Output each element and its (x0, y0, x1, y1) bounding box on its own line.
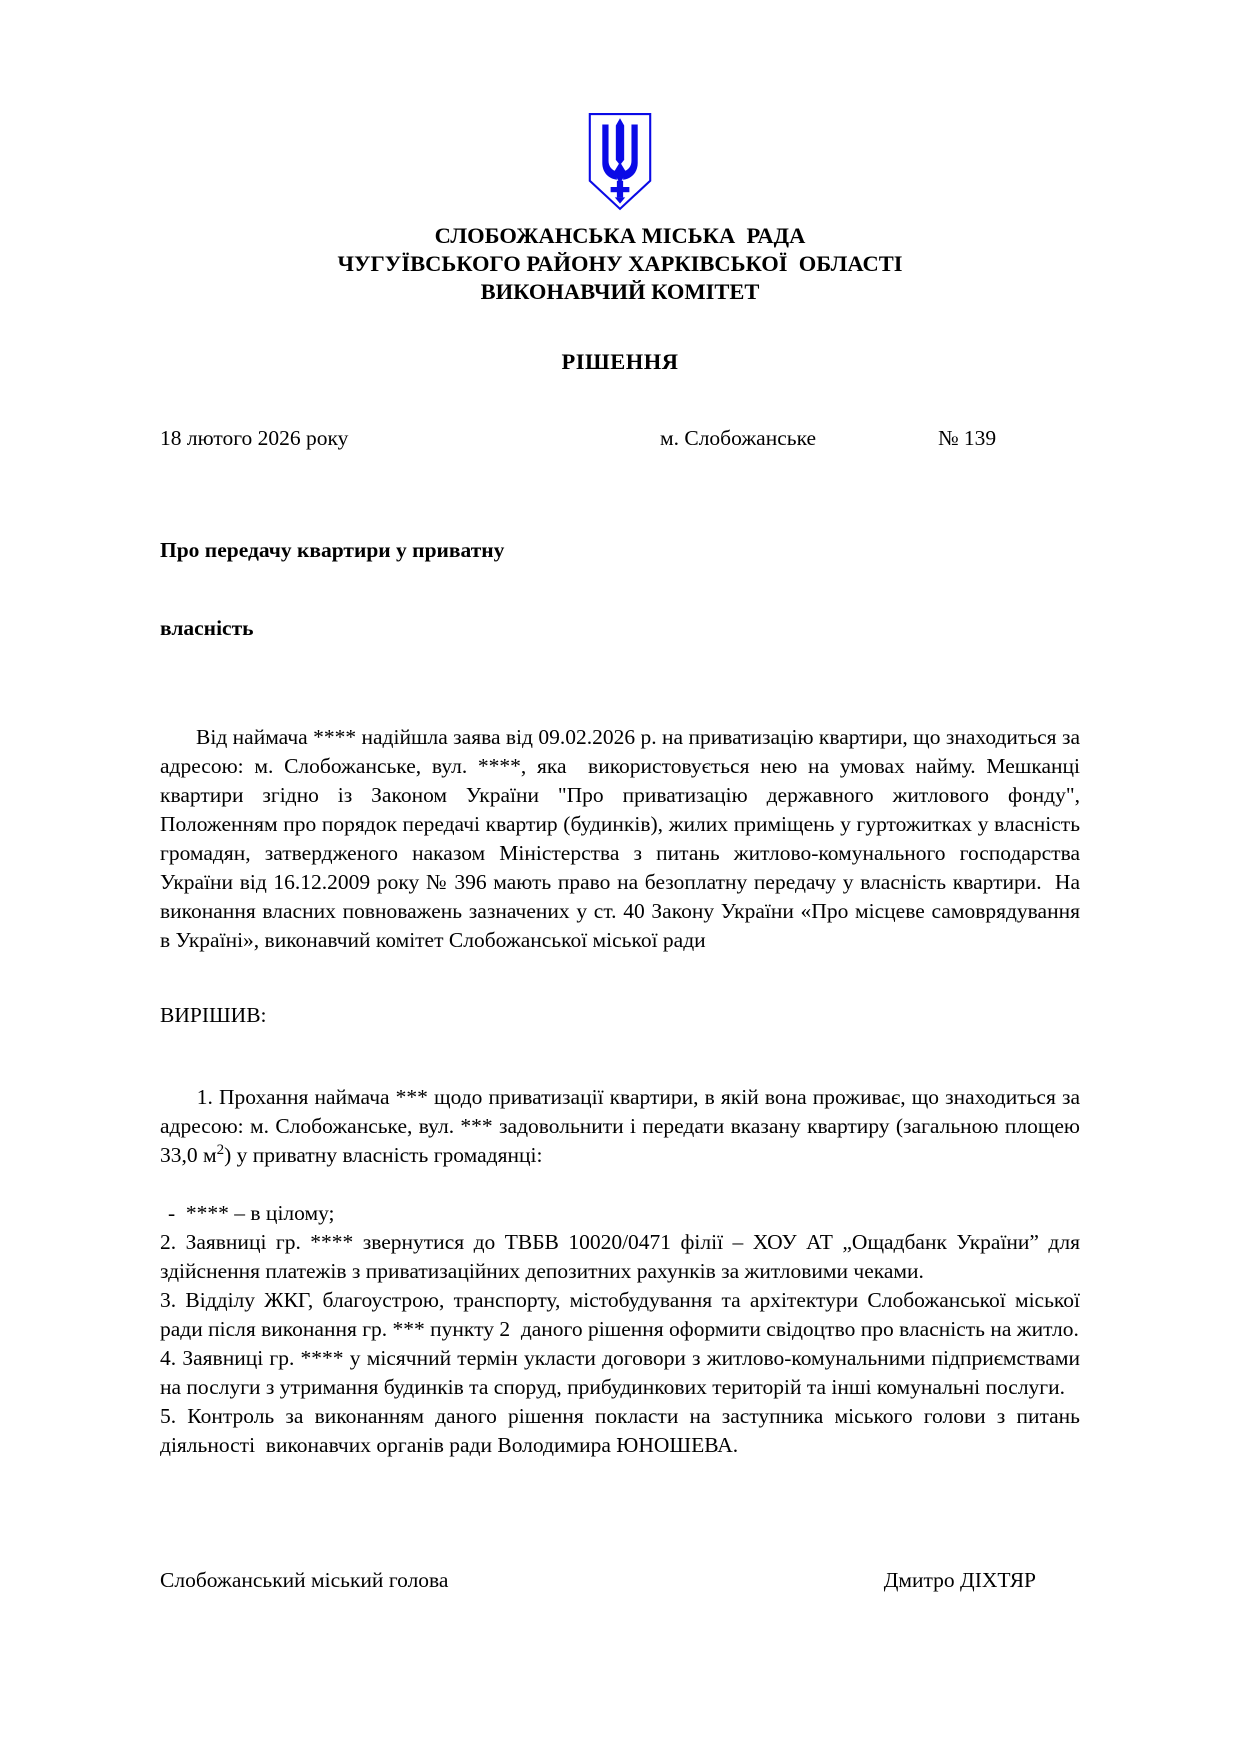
resolution-item-2: 2. Заявниці гр. **** звернутися до ТВБВ 10020/0471 філії – ХОУ АТ „Ощадбанк України” для здійснення платежів з приватизаційних депозитних рахунків за житловими чеками. (160, 1230, 1086, 1283)
meta-row (160, 424, 1080, 453)
item1-superscript: 2 (216, 1141, 225, 1158)
subject-line1: Про передачу квартири у приватну (160, 538, 505, 562)
signer-position: Слобожанський міський голова (160, 1568, 449, 1592)
resolution-subitem: - **** – в цілому; (168, 1201, 335, 1225)
signature-row (160, 1566, 1080, 1595)
subject-heading (160, 485, 1080, 693)
resolution-item-1 (160, 1054, 1086, 1199)
decision-date: 18 лютого 2026 року (160, 426, 349, 450)
resolution-item-3: 3. Відділу ЖКГ, благоустрою, транспорту, містобудування та архітектури Слобожанської міської ради після виконання гр. *** пункту 2 даного рішення оформити свідоцтво про власність на житло. (160, 1288, 1086, 1341)
org-name-line3: ВИКОНАВЧИЙ КОМІТЕТ (480, 279, 760, 304)
subject-line2: власність (160, 616, 254, 640)
preamble-paragraph: Від наймача **** надійшла заява від 09.02.2026 р. на приватизацію квартири, що знаходиться за адресою: м. Слобожанське, вул. ****, яка використовується нею на умовах найму. Мешканці квартири згідно із Законом України "Про приватизацію державного житлового фонду", Положенням про порядок передачі квартир (будинків), жилих приміщень у гуртожитках у власність громадян, затвердженого наказом Міністерства з питань житлово-комунального господарства України від 16.12.2009 року № 396 мають право на безоплатну передачу у власність квартири. На виконання власних повноважень зазначених у ст. 40 Закону України «Про місцеве самоврядування в Україні», виконавчий комітет Слобожанської міської ради (160, 725, 1086, 952)
resolution-item-4: 4. Заявниці гр. **** у місячний термін укласти договори з житлово-комунальними підприємствами на послуги з утримання будинків та споруд, прибудинкових територій та інші комунальні послуги. (160, 1346, 1086, 1399)
org-name-line2: ЧУГУЇВСЬКОГО РАЙОНУ ХАРКІВСЬКОЇ ОБЛАСТІ (337, 251, 903, 276)
decision-place: м. Слобожанське (660, 426, 817, 450)
resolution-items (160, 1054, 1086, 1460)
org-name-line1: СЛОБОЖАНСЬКА МІСЬКА РАДА (434, 223, 806, 248)
item1-text-before-sup: 1. Прохання наймача *** щодо приватизації квартири, в якій вона проживає, що знаходиться за адресою: м. Слобожанське, вул. *** задовольнити і передати вказану квартиру (загальною площею 33,0 м (160, 1085, 1086, 1167)
trident-coat-of-arms-icon (586, 112, 654, 212)
document-type-title: РІШЕННЯ (561, 349, 679, 374)
coat-of-arms (586, 112, 654, 212)
resolution-item-5: 5. Контроль за виконанням даного рішення покласти на заступника міського голови з питань діяльності виконавчих органів ради Володимира ЮНОШЕВА. (160, 1404, 1086, 1457)
decision-number: № 139 (938, 426, 997, 450)
item1-text-after-sup: ) у приватну власність громадянці: (224, 1143, 543, 1167)
signer-name: Дмитро ДІХТЯР (883, 1568, 1036, 1592)
resolution-heading: ВИРІШИВ: (160, 1003, 267, 1027)
